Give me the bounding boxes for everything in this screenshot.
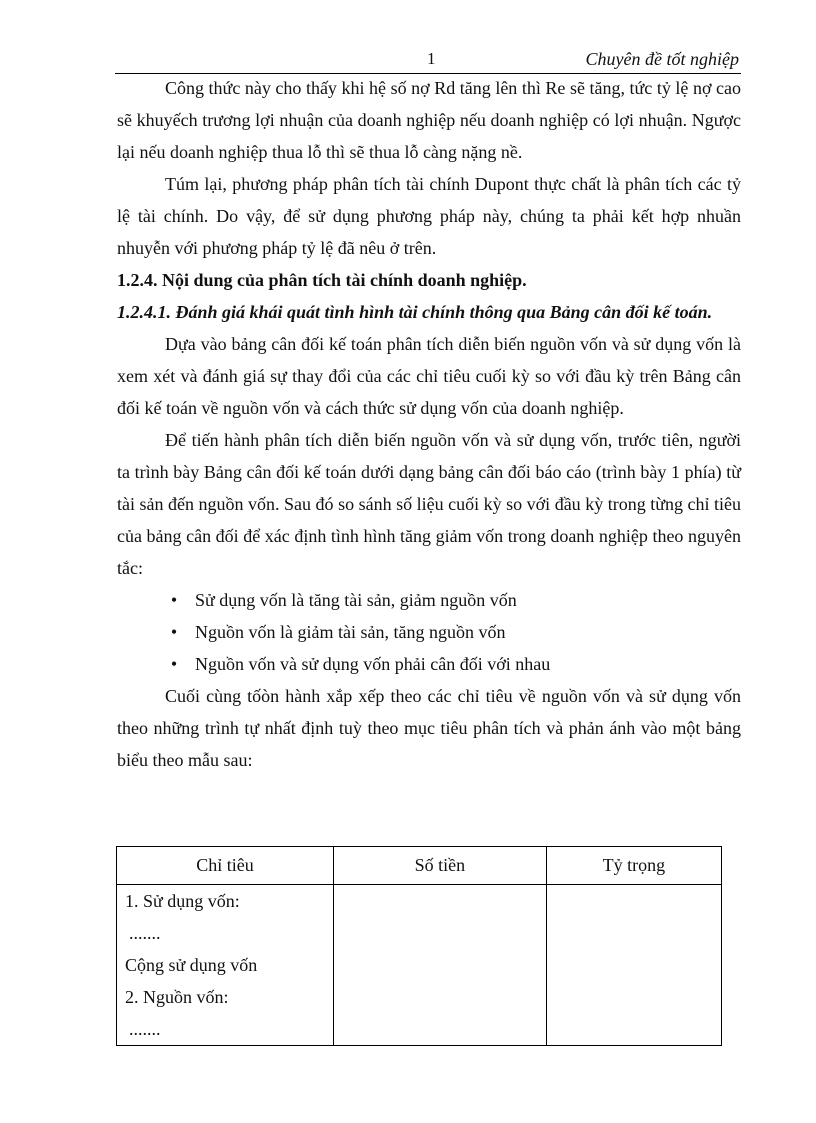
column-header-proportion: Tỷ trọng [546,847,721,885]
list-item-text: Nguồn vốn là giảm tài sản, tăng nguồn vốn [195,622,506,642]
paragraph-3: Dựa vào bảng cân đối kế toán phân tích diễn biến nguồn vốn và sử dụng vốn là xem xét và đánh giá sự thay đổi của các chỉ tiêu cuối kỳ so với đầu kỳ trên Bảng cân đối kế toán về nguồn vốn và cách thức sử dụng vốn của doanh nghiệp. [117,334,741,418]
paragraph-5: Cuối cùng tốòn hành xắp xếp theo các chỉ tiêu về nguồn vốn và sử dụng vốn theo những trình tự nhất định tuỳ theo mục tiêu phân tích và phản ánh vào một bảng biểu theo mẫu sau: [117,686,741,770]
list-item-text: Nguồn vốn và sử dụng vốn phải cân đối với nhau [195,654,551,674]
bullet-icon: • [170,622,178,642]
list-item [117,648,741,680]
table-cell-line: ....... [129,1019,161,1039]
list-item [117,616,741,648]
page-number: 1 [427,49,436,68]
paragraph-1: Công thức này cho thấy khi hệ số nợ Rd tăng lên thì Re sẽ tăng, tức tỷ lệ nợ cao sẽ khuyếch trương lợi nhuận của doanh nghiệp nếu doanh nghiệp có lợi nhuận. Ngược lại nếu doanh nghiệp thua lỗ thì sẽ thua lỗ càng nặng nề. [117,78,741,162]
table-row [117,885,722,1046]
paragraph-2: Túm lại, phương pháp phân tích tài chính Dupont thực chất là phân tích các tỷ lệ tài chính. Do vậy, để sử dụng phương pháp này, chúng ta phải kết hợp nhuần nhuyễn với phương pháp tỷ lệ đã nêu ở trên. [117,174,741,258]
subsection-heading: 1.2.4.1. Đánh giá khái quát tình hình tài chính thông qua Bảng cân đối kế toán. [117,302,713,322]
table-cell-line: 1. Sử dụng vốn: [125,891,240,911]
proportion-cell [546,885,721,1046]
table-cell-line: 2. Nguồn vốn: [125,987,229,1007]
table-header-row [117,847,722,885]
table-cell-line: ....... [129,923,161,943]
bullet-icon: • [170,654,178,674]
list-item [117,584,741,616]
amount-cell [333,885,546,1046]
paragraph-4: Để tiến hành phân tích diễn biến nguồn vốn và sử dụng vốn, trước tiên, người ta trình bày Bảng cân đối kế toán dưới dạng bảng cân đối báo cáo (trình bày 1 phía) từ tài sản đến nguồn vốn. Sau đó so sánh số liệu cuối kỳ so với đầu kỳ trong từng chỉ tiêu của bảng cân đối để xác định tình hình tăng giảm vốn trong doanh nghiệp theo nguyên tắc: [117,430,741,578]
principles-list [117,584,741,680]
bullet-icon: • [170,590,178,610]
running-title: Chuyên đề tốt nghiệp [585,49,739,69]
section-heading: 1.2.4. Nội dung của phân tích tài chính doanh nghiệp. [117,270,527,290]
indicator-cell [117,885,334,1046]
funds-table [116,846,722,1046]
list-item-text: Sử dụng vốn là tăng tài sản, giảm nguồn vốn [195,590,517,610]
table-cell-line: Cộng sử dụng vốn [125,955,258,975]
page-header [115,47,741,74]
document-body [117,72,741,776]
column-header-indicator: Chỉ tiêu [117,847,334,885]
column-header-amount: Số tiền [333,847,546,885]
